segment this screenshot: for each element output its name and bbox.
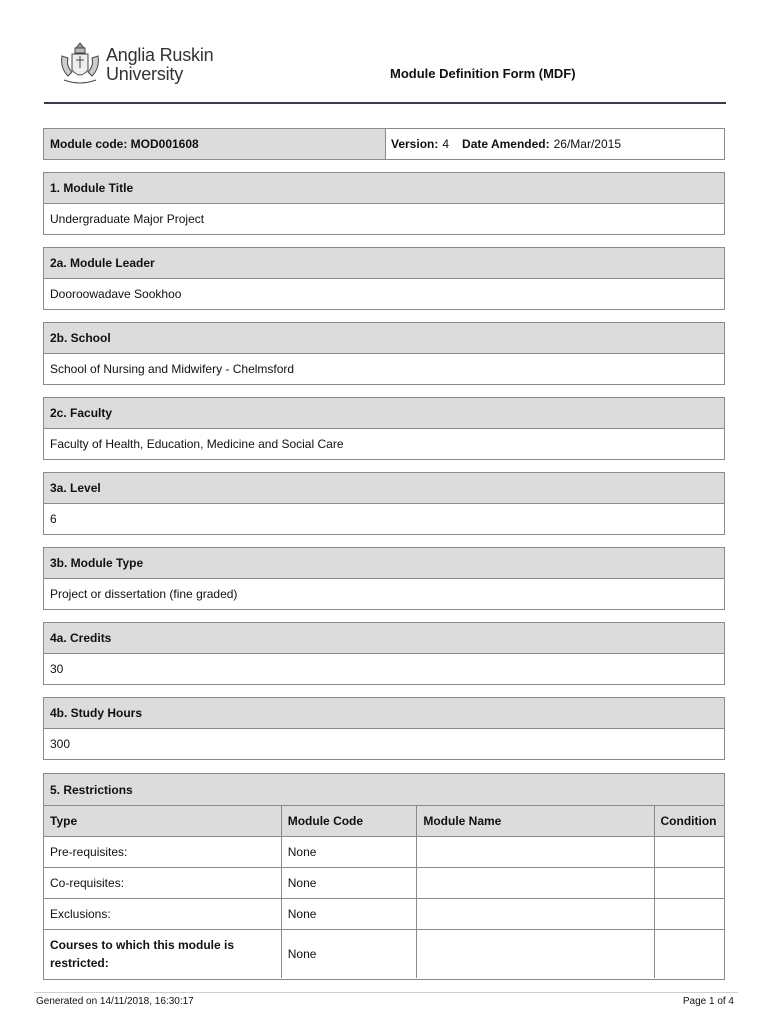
footer-divider: [34, 992, 738, 993]
section-school: [43, 322, 725, 385]
row-code: None: [281, 837, 417, 868]
section-heading: 2b. School: [44, 323, 724, 354]
section-study-hours: [43, 697, 725, 760]
module-code-box: [43, 128, 725, 160]
section-module-type: [43, 547, 725, 610]
row-name: [417, 930, 654, 978]
version-date-cell: [386, 129, 724, 159]
row-name: [417, 899, 654, 930]
logo-line-2: University: [106, 64, 184, 84]
restrictions-table: [44, 805, 724, 978]
section-value: Undergraduate Major Project: [50, 212, 205, 226]
section-value: Project or dissertation (fine graded): [50, 587, 238, 601]
restrictions-heading: 5. Restrictions: [44, 774, 724, 805]
page-number: Page 1 of 4: [682, 996, 734, 1007]
row-type: Exclusions:: [44, 899, 281, 930]
table-row: [44, 899, 724, 930]
row-type: Pre-requisites:: [44, 837, 281, 868]
row-condition: [654, 930, 724, 978]
university-crest-icon: [56, 40, 104, 88]
form-title: Module Definition Form (MDF): [390, 66, 576, 81]
section-value: Dooroowadave Sookhoo: [50, 287, 182, 301]
table-row: [44, 868, 724, 899]
row-code: None: [281, 899, 417, 930]
section-heading: 1. Module Title: [44, 173, 724, 204]
table-header-row: [44, 806, 724, 837]
generated-timestamp: Generated on 14/11/2018, 16:30:17: [36, 996, 194, 1007]
module-code-label: Module code: MOD001608: [44, 129, 386, 159]
row-condition: [654, 837, 724, 868]
section-heading: 3b. Module Type: [44, 548, 724, 579]
section-value: School of Nursing and Midwifery - Chelmsford: [50, 362, 295, 376]
column-header-type: Type: [44, 806, 281, 837]
date-amended-label: Date Amended:: [462, 137, 550, 151]
section-credits: [43, 622, 725, 685]
section-value: 300: [50, 737, 71, 751]
table-row: [44, 930, 724, 978]
section-faculty: [43, 397, 725, 460]
table-row: [44, 837, 724, 868]
section-heading: 4a. Credits: [44, 623, 724, 654]
version-value: 4: [442, 137, 450, 151]
row-condition: [654, 899, 724, 930]
logo-wordmark: [106, 46, 213, 84]
row-type: Co-requisites:: [44, 868, 281, 899]
row-name: [417, 868, 654, 899]
section-heading: 3a. Level: [44, 473, 724, 504]
row-code: None: [281, 868, 417, 899]
section-heading: 4b. Study Hours: [44, 698, 724, 729]
section-module-leader: [43, 247, 725, 310]
row-name: [417, 837, 654, 868]
section-heading: 2c. Faculty: [44, 398, 724, 429]
section-value: 6: [50, 512, 57, 526]
column-header-module-name: Module Name: [417, 806, 654, 837]
column-header-module-code: Module Code: [281, 806, 417, 837]
section-value: 30: [50, 662, 64, 676]
date-amended-value: 26/Mar/2015: [553, 137, 622, 151]
university-logo: [56, 40, 216, 88]
header-divider: [44, 102, 726, 104]
row-code: None: [281, 930, 417, 978]
row-condition: [654, 868, 724, 899]
section-value: Faculty of Health, Education, Medicine and Social Care: [50, 437, 344, 451]
column-header-condition: Condition: [654, 806, 724, 837]
section-module-title: [43, 172, 725, 235]
version-label: Version:: [391, 137, 439, 151]
logo-line-1: Anglia Ruskin: [106, 45, 214, 65]
section-restrictions: [43, 773, 725, 980]
row-type: Courses to which this module is restricted:: [44, 930, 281, 978]
section-heading: 2a. Module Leader: [44, 248, 724, 279]
section-level: [43, 472, 725, 535]
